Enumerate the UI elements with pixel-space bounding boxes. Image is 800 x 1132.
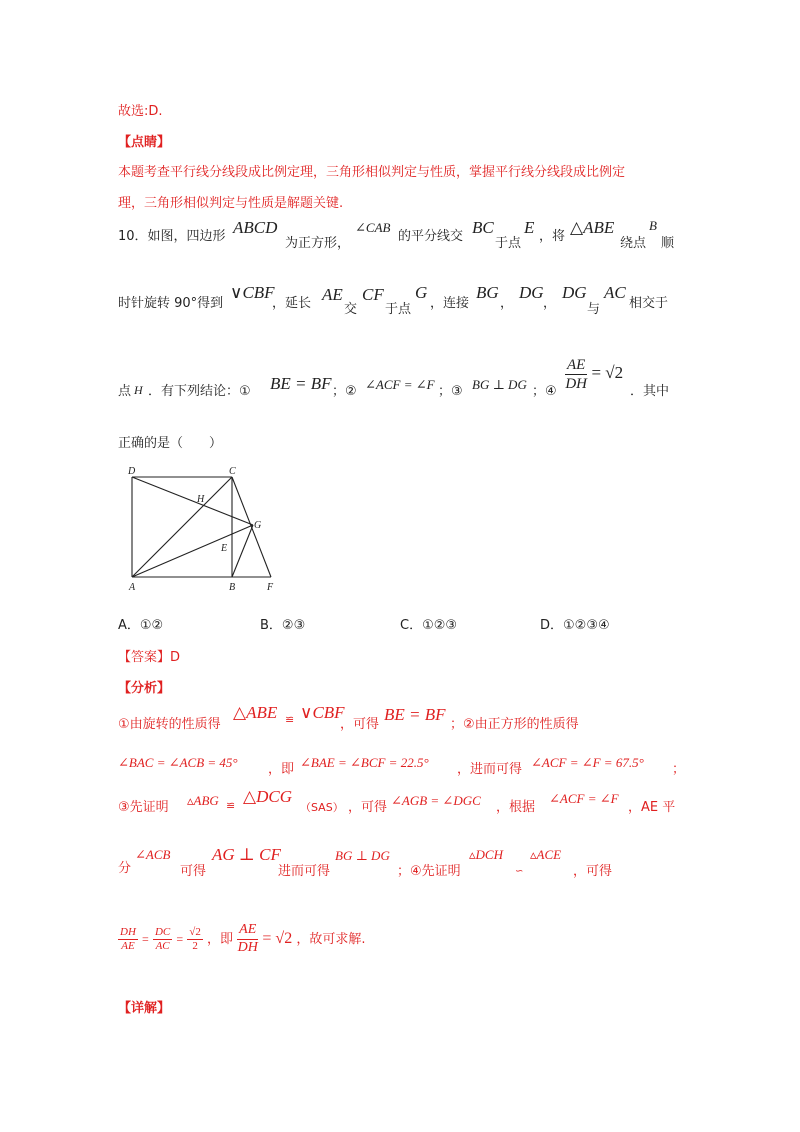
q-text: 的平分线交	[398, 229, 464, 244]
q-math-bg: BG	[476, 283, 499, 302]
analysis-math: ∠AGB = ∠DGC	[391, 793, 481, 808]
question-number: 10．	[118, 229, 148, 244]
analysis-math: △ABE	[233, 703, 278, 722]
line-ac	[132, 477, 232, 577]
analysis-text: ①由旋转的性质得	[118, 717, 221, 732]
q-math-cf: CF	[362, 285, 384, 304]
analysis-math: ∠ACF = ∠F	[549, 791, 619, 806]
q-math-e: E	[524, 218, 535, 237]
q-math-bc: BC	[472, 218, 494, 237]
conclusion-2: ∠ACF = ∠F	[365, 377, 435, 392]
q-math-dg: DG	[519, 283, 544, 302]
label-c: C	[229, 466, 236, 477]
frac-den: AC	[155, 939, 170, 952]
frac-ae-dh	[565, 356, 587, 393]
frac-den: AE	[121, 939, 135, 952]
q-text: 于点	[385, 302, 412, 317]
analysis-text: 可得	[180, 864, 207, 879]
analysis-math: ▵DCH	[469, 847, 503, 862]
q-text: ，连接	[430, 296, 470, 311]
q-text: ；③	[438, 384, 463, 399]
analysis-math: ▵ACE	[530, 847, 562, 862]
analysis-heading: 【分析】	[118, 681, 171, 696]
q-text: ，	[543, 296, 557, 311]
label-h: H	[197, 494, 205, 505]
analysis-text: ≌	[226, 799, 236, 812]
analysis-math: ∨CBF	[300, 703, 345, 722]
q-text: ；②	[332, 384, 357, 399]
label-e: E	[221, 543, 228, 554]
frac-den: DH	[237, 939, 258, 955]
analysis-math: △DCG	[243, 787, 292, 806]
frac-num: AE	[237, 922, 258, 940]
analysis-text: ，根据	[496, 800, 536, 815]
q-text: 正确的是（ ）	[118, 436, 223, 451]
frac-rhs: = √2	[262, 929, 293, 947]
option-c[interactable]: C．①②③	[400, 618, 458, 633]
q-math-dg2: DG	[562, 283, 587, 302]
eq-sign: =	[142, 931, 149, 946]
analysis-formula-line	[118, 922, 365, 957]
q-math-cbf: ∨CBF	[230, 283, 275, 302]
analysis-math: ∠ACB	[135, 847, 171, 862]
dianjing-heading: 【点睛】	[118, 135, 171, 150]
q-text: 时针旋转 90°得到	[118, 296, 224, 311]
option-a[interactable]: A．①②	[118, 618, 164, 633]
option-b[interactable]: B．②③	[260, 618, 306, 633]
frac-den: DH	[565, 376, 587, 392]
analysis-math: ∠BAE = ∠BCF = 22.5°	[300, 755, 429, 770]
frac-num: DH	[118, 926, 138, 940]
label-g: G	[254, 520, 262, 531]
analysis-text: ，可得	[340, 717, 380, 732]
frac-rhs: = √2	[591, 363, 624, 382]
detail-heading: 【详解】	[118, 1001, 171, 1016]
analysis-math: BG ⊥ DG	[335, 848, 390, 863]
q-math-abcd: ABCD	[233, 218, 278, 237]
frac-ae-dh-2	[237, 922, 258, 957]
frac-num: DC	[153, 926, 172, 940]
analysis-text: ∽	[515, 866, 524, 877]
q-math-ac: AC	[604, 283, 626, 302]
analysis-text: ，即	[206, 931, 233, 947]
analysis-text: ≌	[285, 713, 295, 726]
q-text: 相交于	[629, 296, 669, 311]
frac-num: AE	[567, 357, 586, 373]
analysis-text: （SAS）	[300, 801, 344, 814]
q-text: 与	[587, 302, 601, 317]
analysis-math: AG ⊥ CF	[212, 845, 281, 864]
analysis-text: ③先证明	[118, 800, 169, 815]
answer-heading: 【答案】D	[118, 650, 181, 665]
q-text: 于点	[495, 236, 522, 251]
analysis-text: 分	[118, 861, 132, 876]
frac-dc-ac	[153, 926, 172, 953]
analysis-math: ▵ABG	[187, 793, 219, 808]
q-math-b: B	[649, 218, 657, 233]
q-text: ，将	[539, 229, 566, 244]
q-math-angle-cab: ∠CAB	[355, 220, 391, 235]
frac-root2-2	[187, 926, 203, 953]
analysis-text: ；	[672, 762, 686, 777]
q-text: ，	[500, 296, 514, 311]
analysis-text: ；②由正方形的性质得	[450, 717, 579, 732]
analysis-text: ，进而可得	[457, 762, 523, 777]
dianjing-text-2: 理，三角形相似判定与性质是解题关键.	[118, 196, 344, 211]
question-line-1	[118, 225, 226, 244]
analysis-text: 进而可得	[278, 864, 331, 879]
q-text: ，延长	[272, 296, 312, 311]
analysis-math: ∠BAC = ∠ACB = 45°	[118, 755, 238, 770]
analysis-text: ，可得	[573, 864, 613, 879]
label-a: A	[129, 582, 136, 593]
analysis-text: ；④先证明	[397, 864, 461, 879]
conclusion-4	[565, 356, 623, 393]
q-text: 如图，四边形	[147, 229, 226, 244]
q-text: ．有下列结论：①	[148, 384, 251, 399]
q-math-ae: AE	[322, 285, 343, 304]
q-text: 顺	[661, 236, 675, 251]
label-f: F	[267, 582, 274, 593]
analysis-text: ，故可求解.	[296, 931, 366, 947]
label-d: D	[128, 466, 136, 477]
q-text: 为正方形，	[285, 236, 351, 251]
label-b: B	[229, 582, 236, 593]
geometry-figure	[125, 462, 285, 597]
previous-answer-line: 故选:D.	[118, 104, 163, 119]
frac-dh-ae	[118, 926, 138, 953]
q-text: ．其中	[630, 384, 670, 399]
analysis-math: BE = BF	[384, 705, 446, 724]
q-text: ；④	[532, 384, 557, 399]
analysis-text: ，AE 平	[628, 800, 676, 815]
q-text: 点	[118, 384, 132, 399]
option-d[interactable]: D．①②③④	[540, 618, 610, 633]
frac-den: 2	[192, 939, 198, 952]
conclusion-3: BG ⊥ DG	[472, 377, 527, 392]
analysis-math: ∠ACF = ∠F = 67.5°	[531, 755, 644, 770]
q-text: 绕点	[620, 236, 647, 251]
q-math-g: G	[415, 283, 428, 302]
dianjing-text-1: 本题考查平行线分线段成比例定理，三角形相似判定与性质，掌握平行线分线段成比例定	[118, 165, 626, 180]
frac-num: √2	[187, 926, 203, 940]
eq-sign: =	[176, 931, 184, 946]
conclusion-1: BE = BF	[270, 374, 332, 393]
q-math-h: H	[134, 383, 143, 397]
analysis-text: ，可得	[348, 800, 388, 815]
analysis-text: ，即	[268, 762, 295, 777]
q-math-abe: △ABE	[570, 218, 615, 237]
q-text: 交	[344, 302, 358, 317]
